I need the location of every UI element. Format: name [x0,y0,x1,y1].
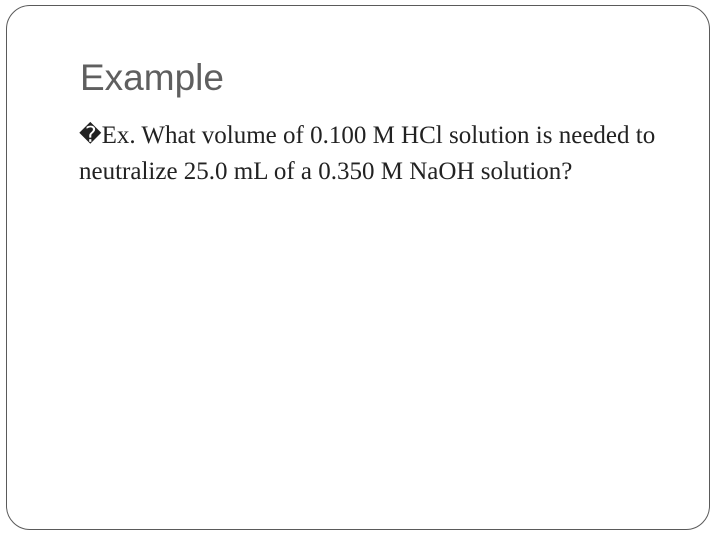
slide-title: Example [80,57,224,98]
bullet-icon: � [79,123,102,148]
question-text: Ex. What volume of 0.100 M HCl solution is needed to neutralize 25.0 mL of a 0.350 M NaOH solution? [79,122,656,185]
slide-body [79,118,669,190]
